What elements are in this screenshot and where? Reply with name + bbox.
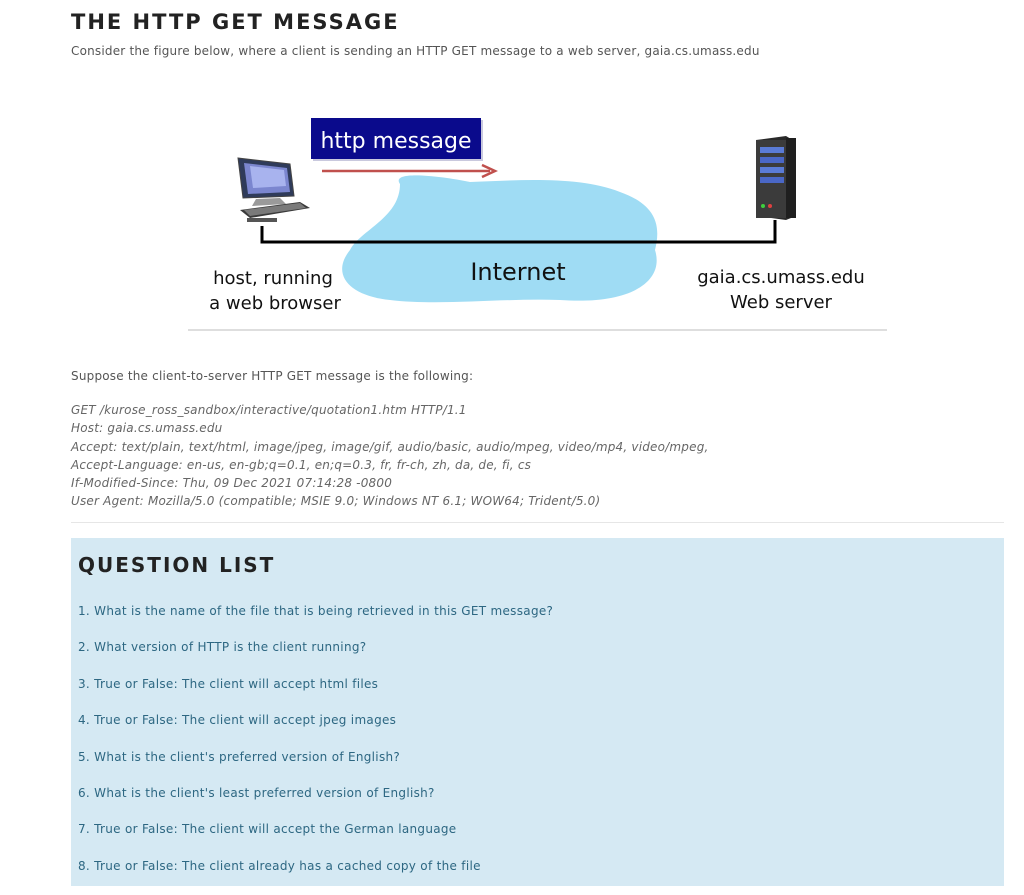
http-line-accept-language: Accept-Language: en-us, en-gb;q=0.1, en;q=0.3, fr, fr-ch, zh, da, de, fi, cs bbox=[71, 457, 532, 472]
question-item-8[interactable]: 8. True or False: The client already has a cached copy of the file bbox=[78, 858, 481, 873]
question-item-3[interactable]: 3. True or False: The client will accept html files bbox=[78, 676, 379, 691]
http-line-if-modified-since: If-Modified-Since: Thu, 09 Dec 2021 07:14:28 -0800 bbox=[71, 476, 393, 491]
page-title: THE HTTP GET MESSAGE bbox=[71, 10, 400, 34]
question-list-title: QUESTION LIST bbox=[78, 553, 276, 577]
message-intro: Suppose the client-to-server HTTP GET message is the following: bbox=[71, 369, 474, 383]
question-item-1[interactable]: 1. What is the name of the file that is being retrieved in this GET message? bbox=[78, 604, 554, 618]
question-item-5[interactable]: 5. What is the client's preferred version of English? bbox=[78, 749, 401, 764]
server-label-line1: gaia.cs.umass.edu bbox=[697, 267, 865, 288]
computer-icon bbox=[238, 158, 310, 222]
http-diagram bbox=[0, 100, 1024, 340]
question-item-6[interactable]: 6. What is the client's least preferred version of English? bbox=[78, 785, 435, 800]
question-panel bbox=[71, 538, 1004, 886]
question-list bbox=[78, 604, 553, 895]
question-item-7[interactable]: 7. True or False: The client will accept the German language bbox=[78, 822, 457, 837]
http-get-message bbox=[71, 401, 709, 511]
internet-label: Internet bbox=[470, 258, 566, 286]
server-icon bbox=[756, 136, 796, 220]
http-line-accept: Accept: text/plain, text/html, image/jpeg, image/gif, audio/basic, audio/mpeg, video/mp4, video/mpeg, bbox=[71, 439, 709, 454]
http-message-label: http message bbox=[320, 129, 472, 154]
host-label-line1: host, running bbox=[213, 268, 333, 289]
server-label-line2: Web server bbox=[730, 292, 832, 313]
http-line-user-agent: User Agent: Mozilla/5.0 (compatible; MSIE 9.0; Windows NT 6.1; WOW64; Trident/5.0) bbox=[71, 494, 601, 509]
question-item-4[interactable]: 4. True or False: The client will accept jpeg images bbox=[78, 713, 397, 728]
host-label-line2: a web browser bbox=[209, 293, 341, 314]
http-line-request: GET /kurose_ross_sandbox/interactive/quotation1.htm HTTP/1.1 bbox=[71, 403, 467, 417]
http-line-host: Host: gaia.cs.umass.edu bbox=[71, 421, 223, 436]
section-divider bbox=[71, 522, 1004, 523]
intro-text: Consider the figure below, where a client is sending an HTTP GET message to a web server, gaia.cs.umass.edu bbox=[71, 44, 760, 58]
arrow-right-icon bbox=[322, 165, 495, 177]
question-item-2[interactable]: 2. What version of HTTP is the client running? bbox=[78, 640, 367, 655]
